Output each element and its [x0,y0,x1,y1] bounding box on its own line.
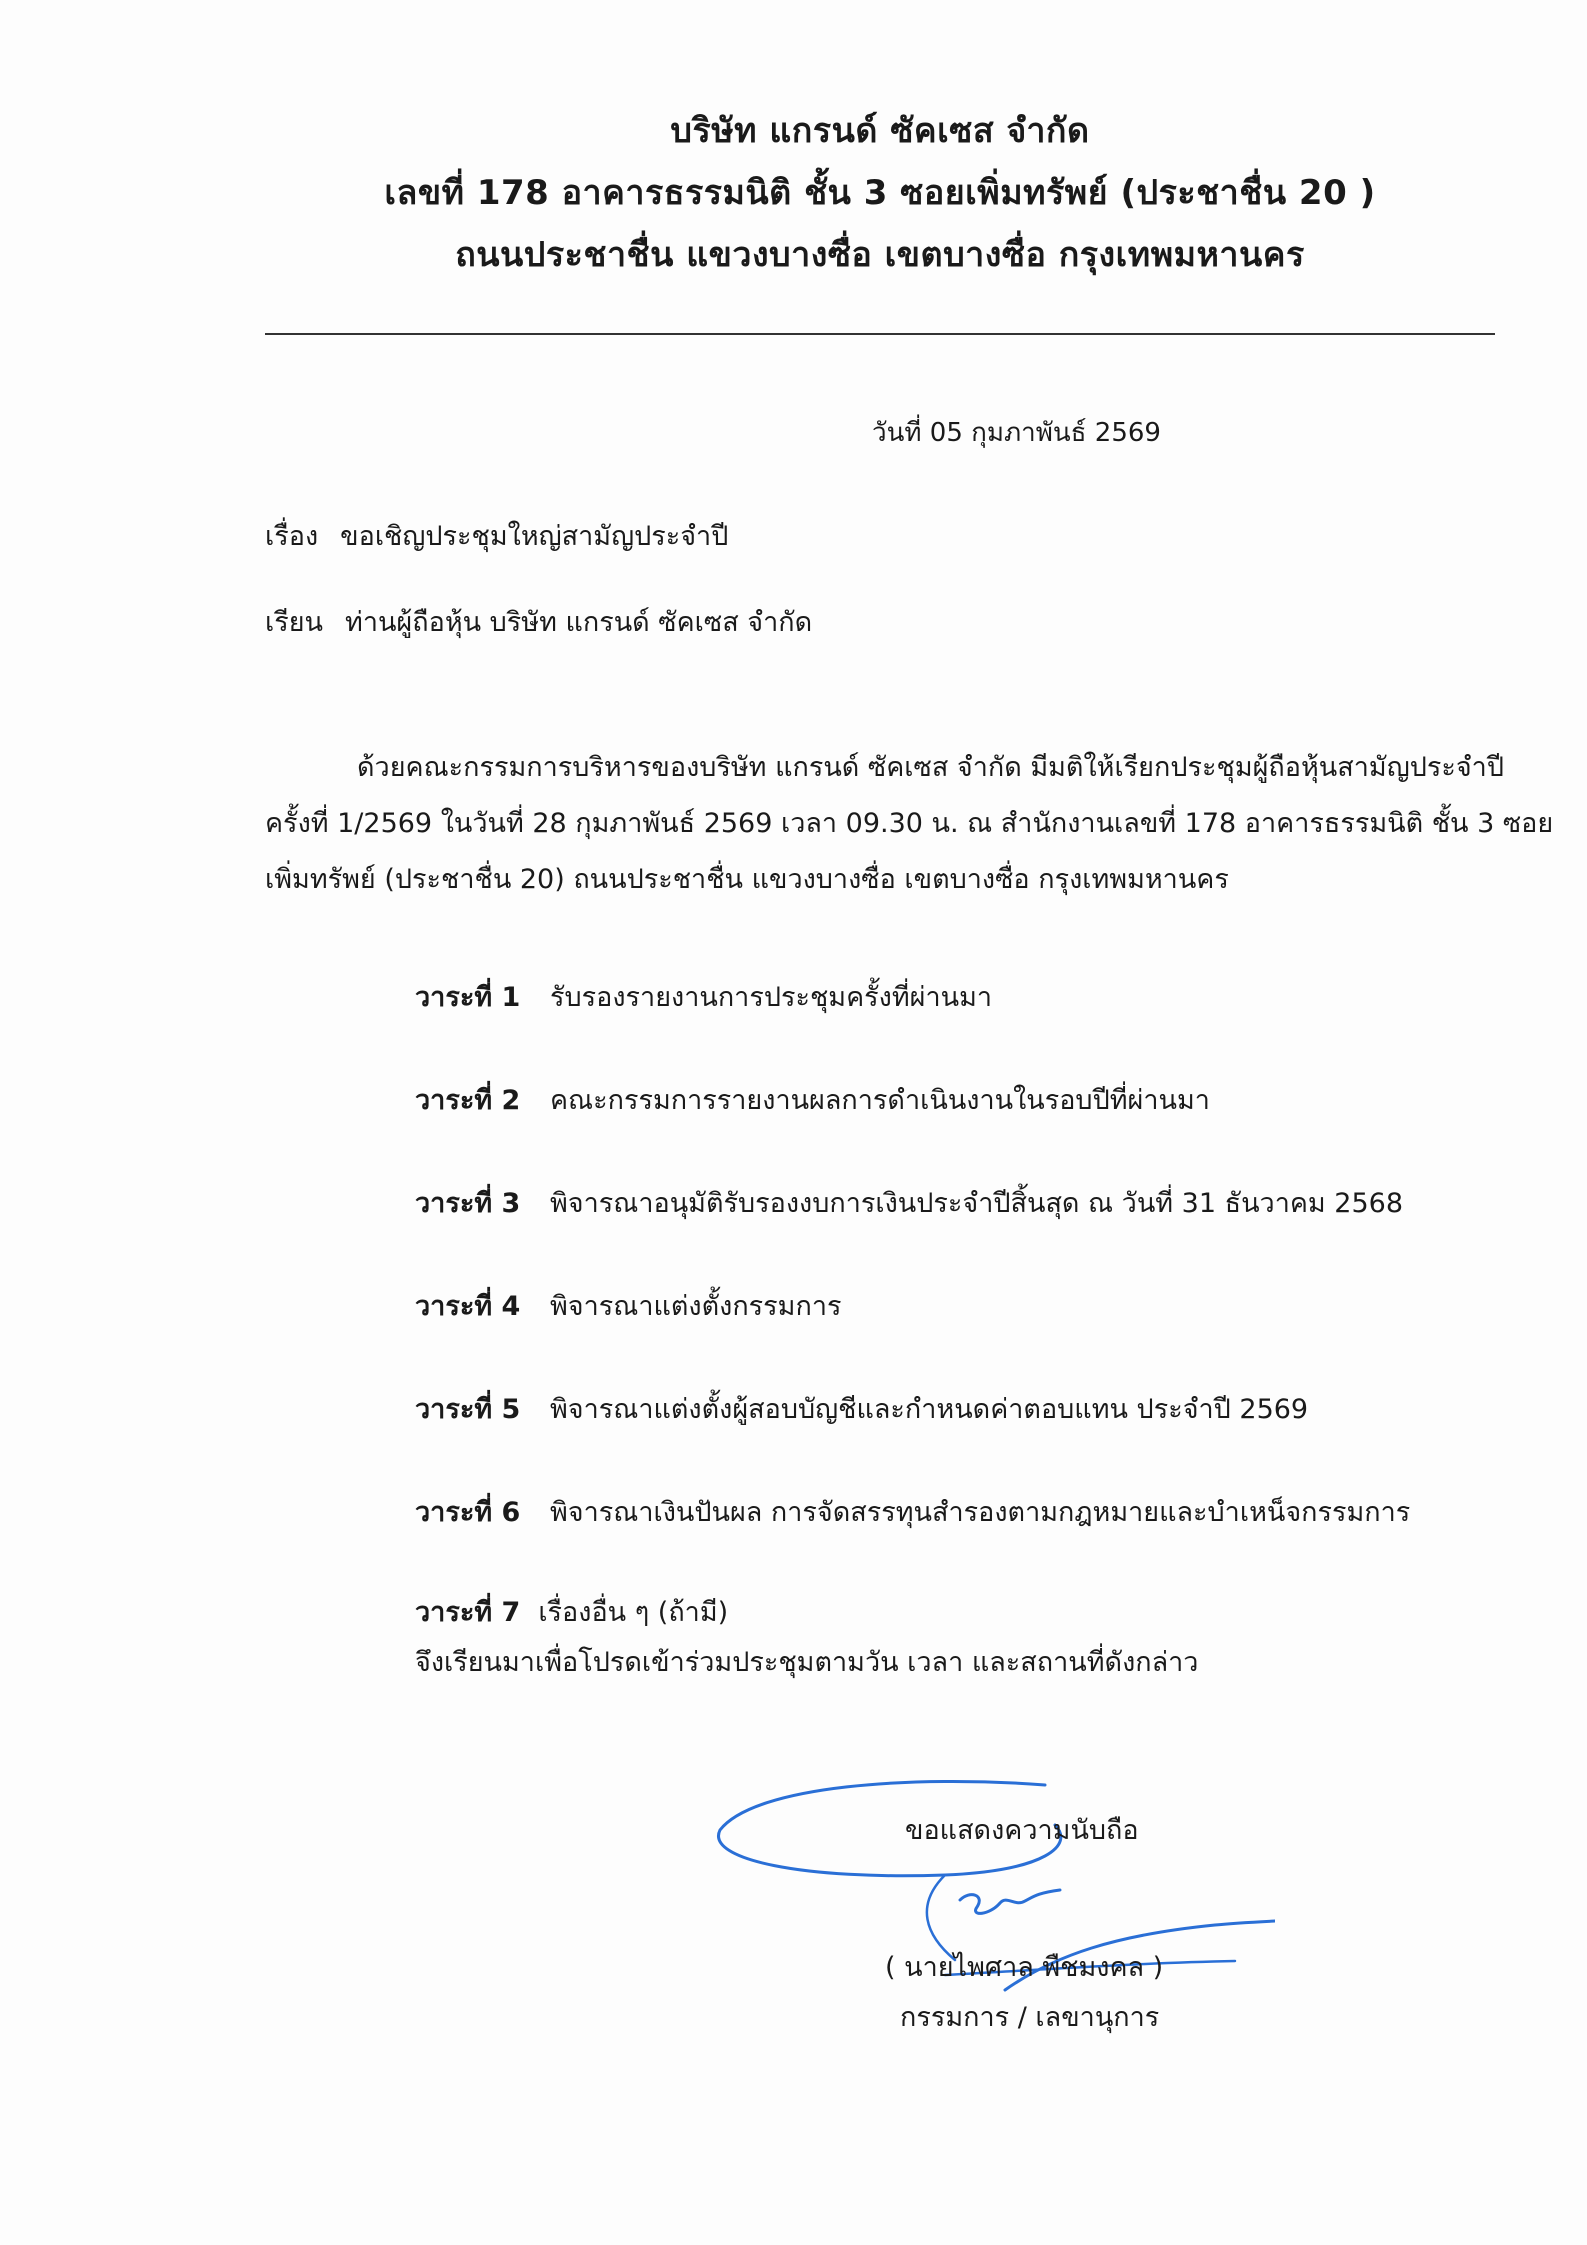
agenda-item [415,1490,1515,1593]
agenda-number: วาระที่ 6 [415,1497,521,1528]
agenda-text: พิจารณาอนุมัติรับรองงบการเงินประจำปีสิ้นสุด ณ วันที่ 31 ธันวาคม 2568 [550,1188,1404,1219]
subject-label: เรื่อง [265,521,319,552]
agenda-number: วาระที่ 3 [415,1188,521,1219]
agenda-text: เรื่องอื่น ๆ (ถ้ามี) [538,1597,729,1628]
letterhead [270,100,1490,286]
agenda-text: คณะกรรมการรายงานผลการดำเนินงานในรอบปีที่ผ่านมา [550,1085,1210,1116]
subject-line [265,514,728,557]
header-divider [265,333,1495,335]
agenda-number: วาระที่ 4 [415,1291,521,1322]
signer-name: ( นายไพศาล พืชมงคล ) [885,1952,1164,1983]
recipient-line [265,600,812,643]
agenda-number: วาระที่ 7 [415,1597,521,1628]
company-address-line1: เลขที่ 178 อาคารธรรมนิติ ชั้น 3 ซอยเพิ่มทรัพย์ (ประชาชื่น 20 ) [384,173,1376,213]
agenda-text: พิจารณาเงินปันผล การจัดสรรทุนสำรองตามกฎหมายและบำเหน็จกรรมการ [550,1497,1411,1528]
letter-date: วันที่ 05 กุมภาพันธ์ 2569 [872,418,1161,448]
recipient-text: ท่านผู้ถือหุ้น บริษัท แกรนด์ ซัคเซส จำกัด [345,607,813,638]
body-line: ครั้งที่ 1/2569 ในวันที่ 28 กุมภาพันธ์ 2569 เวลา 09.30 น. ณ สำนักงานเลขที่ 178 อาคารธรรมนิติ ชั้น 3 ซอย [265,808,1554,839]
agenda-item [415,1181,1515,1284]
agenda-item [415,975,1515,1078]
closing-sentence: จึงเรียนมาเพื่อโปรดเข้าร่วมประชุมตามวัน เวลา และสถานที่ดังกล่าว [415,1647,1199,1678]
agenda-item [415,1078,1515,1181]
signer-title: กรรมการ / เลขานุการ [900,2002,1160,2033]
company-address-line2: ถนนประชาชื่น แขวงบางซื่อ เขตบางซื่อ กรุงเทพมหานคร [455,235,1305,275]
company-name: บริษัท แกรนด์ ซัคเซส จำกัด [670,111,1090,151]
body-paragraph [265,740,1554,908]
agenda-item-7 [415,1590,728,1633]
agenda-item [415,1284,1515,1387]
agenda-text: รับรองรายงานการประชุมครั้งที่ผ่านมา [550,982,993,1013]
recipient-label: เรียน [265,607,324,638]
agenda-text: พิจารณาแต่งตั้งกรรมการ [550,1291,842,1322]
regards-text: ขอแสดงความนับถือ [905,1815,1139,1846]
body-line: ด้วยคณะกรรมการบริหารของบริษัท แกรนด์ ซัคเซส จำกัด มีมติให้เรียกประชุมผู้ถือหุ้นสามัญประจำปี [357,752,1504,783]
agenda-number: วาระที่ 1 [415,982,521,1013]
agenda-number: วาระที่ 2 [415,1085,521,1116]
agenda-item [415,1387,1515,1490]
agenda-text: พิจารณาแต่งตั้งผู้สอบบัญชีและกำหนดค่าตอบแทน ประจำปี 2569 [550,1394,1309,1425]
body-line: เพิ่มทรัพย์ (ประชาชื่น 20) ถนนประชาชื่น แขวงบางซื่อ เขตบางซื่อ กรุงเทพมหานคร [265,864,1229,895]
subject-text: ขอเชิญประชุมใหญ่สามัญประจำปี [340,521,729,552]
agenda-number: วาระที่ 5 [415,1394,521,1425]
agenda-list [415,975,1515,1593]
